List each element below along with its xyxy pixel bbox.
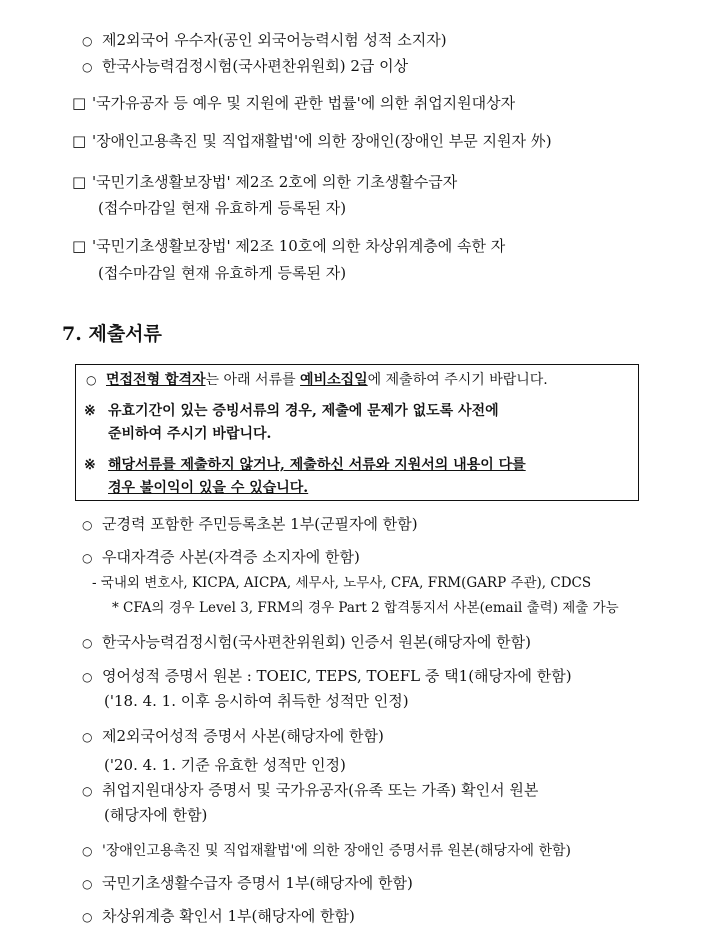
list-item bbox=[82, 906, 355, 927]
item-text: 한국사능력검정시험(국사편찬위원회) 인증서 원본(해당자에 한함) bbox=[102, 633, 531, 651]
notice-text: 유효기간이 있는 증빙서류의 경우, 제출에 문제가 없도록 사전에 bbox=[108, 403, 499, 419]
checkbox-icon: □ bbox=[72, 94, 87, 112]
circle-bullet-icon: ○ bbox=[82, 551, 93, 565]
checkbox-item bbox=[72, 131, 552, 151]
list-item bbox=[82, 840, 571, 861]
list-item bbox=[82, 780, 538, 801]
item-text: 제2외국어성적 증명서 사본(해당자에 한함) bbox=[102, 727, 384, 745]
item-text: 우대자격증 사본(자격증 소지자에 한함) bbox=[102, 548, 360, 566]
item-note: (접수마감일 현재 유효하게 등록된 자) bbox=[98, 199, 347, 217]
notice-line-3 bbox=[84, 455, 526, 475]
circle-bullet-icon: ○ bbox=[82, 910, 93, 924]
reference-mark-icon: ※ bbox=[84, 403, 96, 419]
notice-text: 준비하여 주시기 바랍니다. bbox=[108, 426, 272, 442]
circle-bullet-icon: ○ bbox=[82, 877, 93, 891]
notice-line-1 bbox=[86, 370, 548, 390]
circle-bullet-icon: ○ bbox=[82, 518, 93, 532]
notice-text: 경우 불이익이 있을 수 있습니다. bbox=[108, 480, 309, 496]
circle-bullet-icon: ○ bbox=[82, 784, 93, 798]
item-note: (접수마감일 현재 유효하게 등록된 자) bbox=[98, 264, 347, 282]
section-title: 제출서류 bbox=[88, 323, 162, 345]
checkbox-icon: □ bbox=[72, 237, 87, 255]
notice-text: 는 아래 서류를 bbox=[205, 372, 301, 388]
circle-bullet-icon: ○ bbox=[86, 373, 97, 387]
circle-bullet-icon: ○ bbox=[82, 34, 93, 48]
highlight-text: 예비소집일 bbox=[300, 372, 368, 388]
item-text: '장애인고용촉진 및 직업재활법'에 의한 장애인(장애인 부문 지원자 外) bbox=[92, 132, 552, 150]
highlight-text: 면접전형 합격자 bbox=[106, 372, 206, 388]
list-item bbox=[82, 56, 408, 77]
item-note: ('20. 4. 1. 기준 유효한 성적만 인정) bbox=[104, 756, 346, 774]
list-item bbox=[82, 547, 360, 568]
item-text: 차상위계층 확인서 1부(해당자에 한함) bbox=[102, 907, 355, 925]
checkbox-item bbox=[72, 172, 457, 192]
item-text: 한국사능력검정시험(국사편찬위원회) 2급 이상 bbox=[102, 57, 409, 75]
checkbox-item bbox=[72, 93, 515, 113]
checkbox-icon: □ bbox=[72, 132, 87, 150]
item-text: 국민기초생활수급자 증명서 1부(해당자에 한함) bbox=[102, 874, 413, 892]
item-text: '국가유공자 등 예우 및 지원에 관한 법률'에 의한 취업지원대상자 bbox=[92, 94, 516, 112]
circle-bullet-icon: ○ bbox=[82, 844, 93, 858]
checkbox-icon: □ bbox=[72, 173, 87, 191]
circle-bullet-icon: ○ bbox=[82, 730, 93, 744]
item-text: 영어성적 증명서 원본 : TOEIC, TEPS, TOEFL 중 택1(해당자에 한함) bbox=[102, 667, 572, 685]
list-item bbox=[82, 30, 447, 51]
item-text: 제2외국어 우수자(공인 외국어능력시험 성적 소지자) bbox=[102, 31, 447, 49]
item-note: ('18. 4. 1. 이후 응시하여 취득한 성적만 인정) bbox=[104, 692, 409, 710]
list-item bbox=[82, 666, 572, 687]
item-text: 취업지원대상자 증명서 및 국가유공자(유족 또는 가족) 확인서 원본 bbox=[102, 781, 539, 799]
item-text: '국민기초생활보장법' 제2조 2호에 의한 기초생활수급자 bbox=[92, 173, 458, 191]
notice-box bbox=[75, 364, 639, 501]
checkbox-item bbox=[72, 236, 505, 256]
item-note: (해당자에 한함) bbox=[104, 806, 208, 824]
item-text: '장애인고용촉진 및 직업재활법'에 의한 장애인 증명서류 원본(해당자에 한함) bbox=[102, 843, 572, 859]
circle-bullet-icon: ○ bbox=[82, 60, 93, 74]
sub-item: - 국내외 변호사, KICPA, AICPA, 세무사, 노무사, CFA, FRM(GARP 주관), CDCS bbox=[92, 575, 592, 591]
notice-text: 에 제출하여 주시기 바랍니다. bbox=[367, 372, 548, 388]
notice-text: 해당서류를 제출하지 않거나, 제출하신 서류와 지원서의 내용이 다를 bbox=[108, 457, 526, 473]
item-text: 군경력 포함한 주민등록초본 1부(군필자에 한함) bbox=[102, 515, 418, 533]
reference-mark-icon: ※ bbox=[84, 457, 96, 473]
section-number: 7. bbox=[62, 323, 82, 345]
section-heading bbox=[62, 322, 162, 346]
list-item bbox=[82, 632, 531, 653]
list-item bbox=[82, 726, 384, 747]
sub-note: * CFA의 경우 Level 3, FRM의 경우 Part 2 합격통지서 사본(email 출력) 제출 가능 bbox=[112, 600, 619, 616]
item-text: '국민기초생활보장법' 제2조 10호에 의한 차상위계층에 속한 자 bbox=[92, 237, 506, 255]
circle-bullet-icon: ○ bbox=[82, 636, 93, 650]
list-item bbox=[82, 873, 413, 894]
list-item bbox=[82, 514, 418, 535]
circle-bullet-icon: ○ bbox=[82, 670, 93, 684]
notice-line-2 bbox=[84, 401, 499, 421]
